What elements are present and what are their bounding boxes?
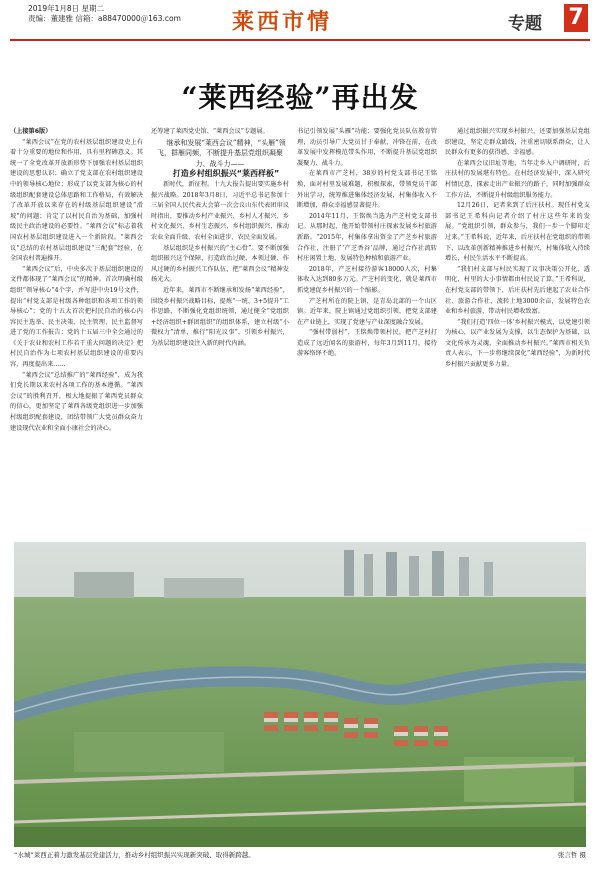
paragraph: 2014年11月，王铭焕当选为产芝村党支部书记。从那时起，他开始带领村庄探索发展乡村旅游新路。“2015年，村集体拿出资金了产芝乡村旅游合作社，注册了‘产芝香谷’品牌，通过合作社流转村庄闲置土地，发展特色种植和旅游产业。 — [297, 212, 437, 263]
paragraph: “我们村支部与村民实现了议事决策公开化、透明化，村里的大小事情都由村民说了算。”王希科说，在村党支部的带领下，后庄扶村先后建起了农业合作社、旅游合作社，流转土地3000余亩，发展特色农业和乡村旅游，带动村民增收致富。 — [445, 265, 590, 316]
article-column-4 — [445, 127, 590, 537]
editor-line: 责编：董建雅 信箱：a88470000＠163.com — [28, 14, 181, 23]
article-column-1 — [10, 127, 143, 537]
continuation-note: （上接第6版） — [10, 128, 52, 135]
paragraph: 12月26日，记者来到了后庄扶村。现任村党支部书记王希科向记者介绍了村庄这些年来的发展。“党组织引领，群众参与，我们一步一个脚印走过来。”王希科说，近年来，后庄扶村在党组织的带领下，以改革创新精神推进乡村振兴，村集体收入持续增长，村民生活水平不断提高。 — [445, 202, 590, 263]
header-rule — [10, 39, 590, 41]
paragraph: “莱西会议”总结推广的“莱西经验”，成为我们党长期以来农村各项工作的基本遵循。“莱西会议”的胜利召开，极大地提振了莱西党员群众的信心，更加坚定了莱西各级党组织进一步加强村级组织配套建设，团结带领广大党员群众奋力建设现代农业和全面小康社会的决心。 — [10, 371, 143, 432]
page-number-badge: 7 — [564, 4, 588, 32]
paragraph: 通过组织振兴实现乡村振兴，还要加强基层党组织建设，坚定走群众路线，注重密切联系群众，让人民群众有更多的获得感、幸福感。 — [445, 128, 590, 157]
paragraph: 还筹建了莱西党史馆、“莱西会议”专题展。 — [151, 128, 269, 135]
paragraph: “莱西会议”后，中央多次于基层组织建设的文件都体现了“莱西会议”的精神。首次明确村级组织“领导核心”4个字，并写进中央19号文件，提出“村党支部是村级各种组织和各项工作的领导核心”；党的十五大首次把村民自治的核心内容民主选举、民主决策、民主管理、民主监督写进了党的工作报告；党的十五届三中全会通过的《关于农业和农村工作若干重大问题的决定》把村民自治作为七项农村基层组织建设的重要内容，再度提出来…… — [10, 265, 143, 369]
paragraph: “强村带弱村”，王铭焕带领村民，把产芝村打造成了远近闻名的旅游村，每年3月到11月，接待游客络绎不绝。 — [297, 329, 437, 358]
paragraph: “莱西会议”在党的农村基层组织建设史上有着十分重要的地位和作用，具有里程碑意义。其统一了全党改革开放新形势下加强农村基层组织建设的思想认识；确立了党支部在农村组织建设中的领导核心地位；形成了以党支部为核心的村级组织配套建设总体思路和工作格局，有效解决了改革开放以来存在的村级基层组织建设“滑坡”的问题；肯定了以村民自治为基础，加强村级民主政治建设的必要性。“莱西会议”标志着我国农村基层组织建设进入一个新阶段。“莱西会议”总结的农村基层组织建设“三配套”经验，在全国农村普遍推开。 — [10, 138, 143, 263]
subhead-title: 打造乡村组织振兴“莱西样板” — [172, 169, 280, 179]
paragraph: 近年来，莱西市不断继承和发扬“莱西经验”，围绕乡村振兴战略目标，提炼“一统、3+5提升”工作思路，不断强化党组织统领，通过健全“党组织+经济组织+群团组织”的组织体系，建立村级“小微权力”清单，推行“阳光议事”，引领乡村振兴，为基层组织建设注入新的时代内涵。 — [151, 286, 289, 347]
paragraph: 书记引领发展“头雁”功能；要强化党员队伍教育管理，动员引导广大党员甘于奉献、冲锋在前，在改革发展中发挥模范带头作用，不断提升基层党组织凝聚力、战斗力。 — [297, 128, 437, 167]
caption-text: “水城”莱西正着力激发基层党建活力，推动乡村组织振兴实现新突破、取得新跨越。 — [14, 851, 255, 859]
paragraph: 基层组织是乡村振兴的“主心骨”。要不断加强组织振兴这个保障，打造政治过硬、本领过硬、作风过硬的乡村振兴工作队伍，把“莱西会议”精神发扬光大。 — [151, 244, 289, 284]
photo-credit: 张言哲 摄 — [557, 851, 586, 859]
newspaper-masthead: 莱西市情 — [232, 9, 333, 35]
page-header — [0, 0, 600, 38]
article-column-3 — [297, 127, 437, 537]
section-label: 专题 — [508, 14, 542, 34]
paragraph: 产芝村所在的院上镇，是青岛北部的一个山区镇。近年来，院上镇通过党组织引领，把党支部建在产业链上，实现了党建与产业深度融合发展。 — [297, 297, 437, 326]
photo-caption — [14, 850, 586, 859]
paragraph: “我们打造‘四位一体’乡村振兴模式，以党建引领为核心，以产业发展为支撑，以生态保护为基础，以文化传承为灵魂，全面推动乡村振兴。”莱西市相关负责人表示，下一步将继续深化“莱西经验”，为新时代乡村振兴贡献更多力量。 — [445, 318, 590, 369]
aerial-town-photo — [14, 542, 586, 847]
subhead-deck: 继承和发展“莱西会议”精神，“头雁”领飞，群雁同频，不断提升基层党组织凝聚力、战斗力—— — [157, 138, 286, 168]
paragraph: 2018年，产芝村接待游客18000人次，村集体收入达到80多万元。产芝村的变化，就是莱西市抓党建促乡村振兴的一个缩影。 — [297, 265, 437, 294]
date-line: 2019年1月8日 星期二 — [28, 4, 105, 13]
paragraph: 在莱西会议旧址等地，当年走乡入户调研时，后庄扶村的发展堪有特色。在村经济发展中，深入研究村情民意，探索走出产业振兴的路子，同时加强群众工作方法，不断提升村级组织服务能力。 — [445, 159, 590, 199]
header-meta — [28, 4, 181, 24]
article-column-2 — [151, 127, 289, 537]
article-title: “莱西经验”再出发 — [181, 81, 419, 114]
paragraph: 在莱西市产芝村，38岁的村党支部书记王铭焕，面对村里发展难题，积极探索，带领党员干部外出学习，统筹推进集体经济发展，村集体收入不断增加，群众幸福感显著提升。 — [297, 170, 437, 210]
paragraph: 新时代，新征程。十九大报告提出要实施乡村振兴战略。2018年3月8日，习近平总书记参加十三届全国人民代表大会第一次会议山东代表团审议时指出，要推动乡村产业振兴、乡村人才振兴、乡村文化振兴、乡村生态振兴、乡村组织振兴，推动农业全面升级、农村全面进步、农民全面发展。 — [151, 180, 289, 241]
